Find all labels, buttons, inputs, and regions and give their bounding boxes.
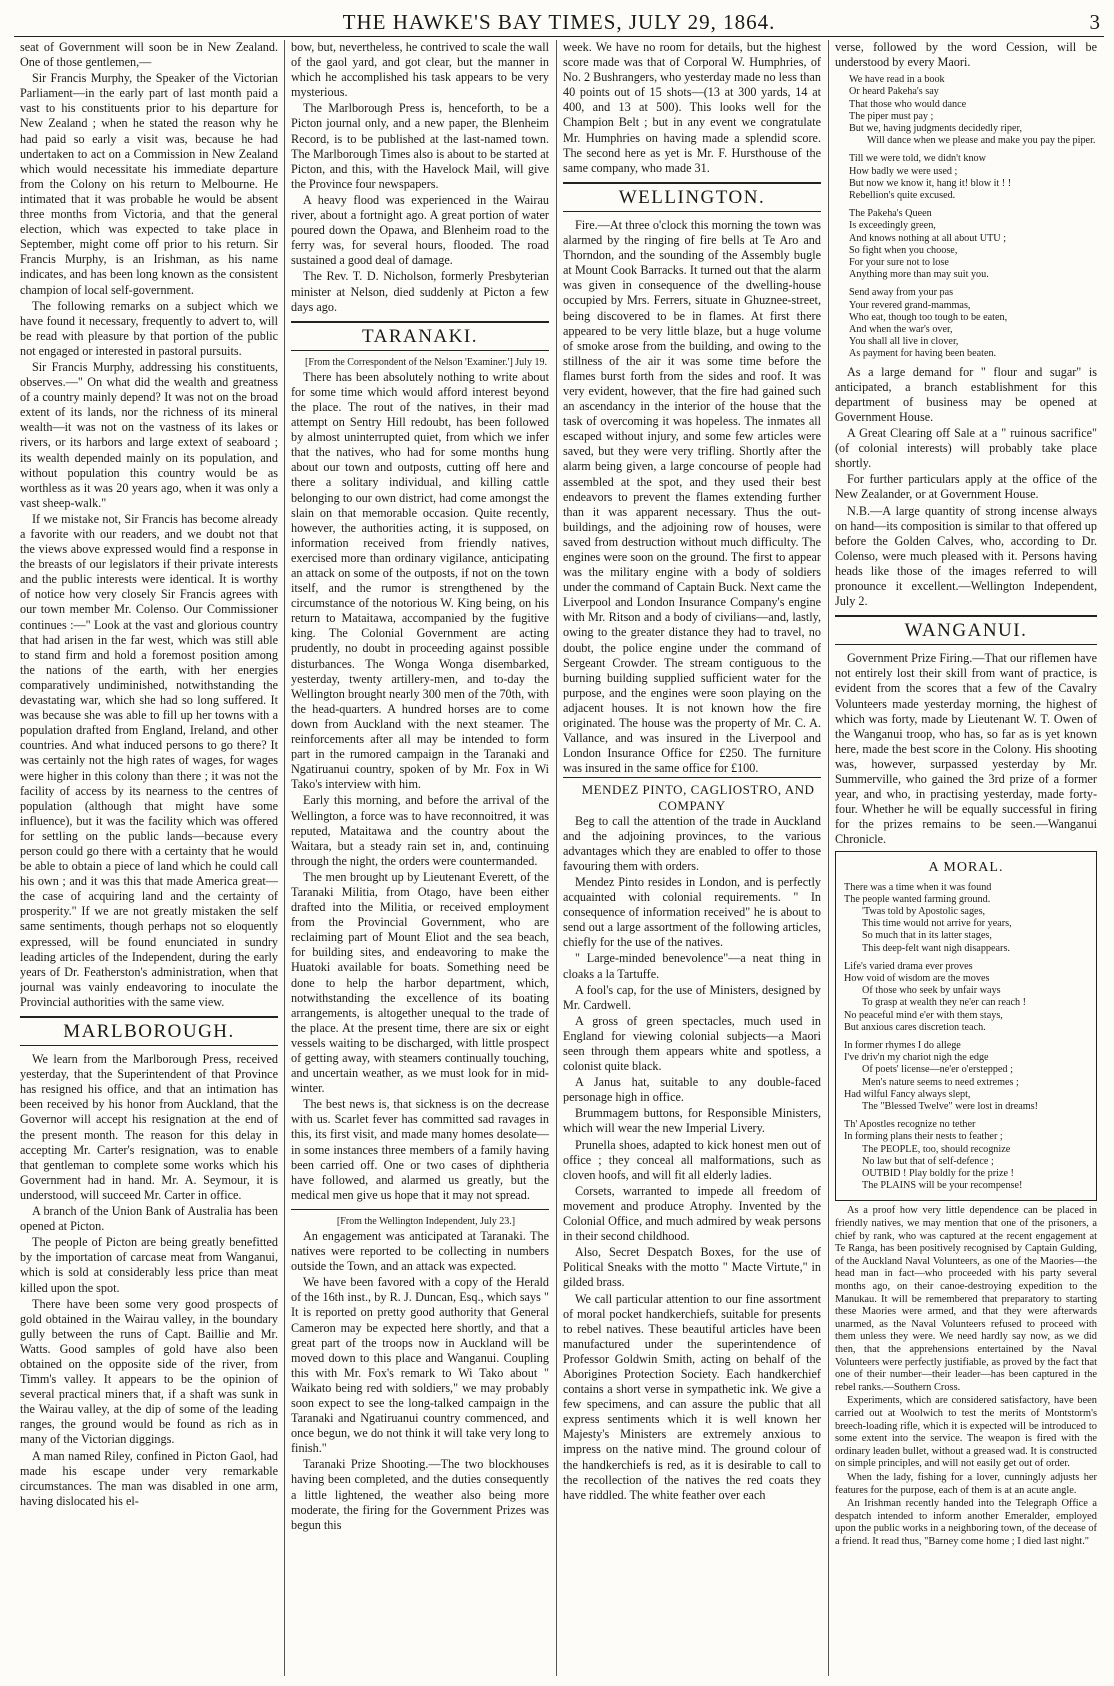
verse-line: Your revered grand-mammas, — [849, 299, 971, 311]
section-heading-marlborough: MARLBOROUGH. — [20, 1016, 278, 1046]
paragraph: For further particulars apply at the office of the New Zealander, or at Government House. — [835, 472, 1097, 502]
paragraph: N.B.—A large quantity of strong incense always on hand—its composition is similar to that offered up before the Golden Calves, who, according to Dr. Colenso, were much pleased with it. Persons having heads like those of the images referred to will pronounce it excellent.—Wellington Independent, July 2. — [835, 503, 1097, 609]
verse-line: That those who would dance — [849, 98, 967, 110]
paragraph: The men brought up by Lieutenant Everett, of the Taranaki Militia, from Otago, have been either drafted into the Militia, or received employment from the Provincial Government, who are reclaiming part of Mount Eliot and the sea beach, for building sites, and endeavoring to make the Huatoki available for boats. Something need be done to help the harbor department, which, notwithstanding the excellence of its boating arrangements, is altogether unequal to the trade of the place. At the present time, there are six or eight vessels waiting to be discharged, with little prospect of getting away, with steamers continually touching, and uncertain weather, as we must look for in mid-winter. — [291, 869, 549, 1096]
paragraph: Brummagem buttons, for Responsible Ministers, which will wear the new Imperial Livery. — [563, 1106, 821, 1136]
paragraph: A branch of the Union Bank of Australia has been opened at Picton. — [20, 1204, 278, 1234]
paragraph: Fire.—At three o'clock this morning the town was alarmed by the ringing of fire bells at Te Aro and Thorndon, and the sounding of the Assembly bugle at Mount Cook Barracks. It turned out that the alarm was given in consequence of the dwelling-house occupied by Mrs. Ferrers, situate in Ghuznee-street, being discovered to be in flames. At first there appeared to be very little blaze, but a huge volume of smoke arose from the building, and owing to the stillness of the air it was some time before the flames burst forth from the sides and roof. It was very evident, however, that the fire had gained such an ascendancy in the interior of the house that the task of overcoming it was hopeless. The inmates all escaped without injury, and some few articles were saved, but they were very trifling. Shortly after the alarm being given, a large concourse of people had assembled at the spot, and they used their best endeavors to prevent the flames extending further than it was apparent necessary. Thus the out-buildings, and the adjoining row of houses, were saved from destruction without much difficulty. The engines were soon on the ground. The first to appear was the military engine with a body of soldiers under the command of Captain Buck. Next came the Liverpool and London Insurance Company's engine with Mr. Ritson and a body of civilians—and, lastly, owing to the greater distance they had to travel, no doubt, the police engine under the command of Sergeant Crowder. The stream contiguous to the burning building supplied sufficient water for the purpose, and the engines were soon playing on the adjacent houses. It is not known how the fire originated. The house was the property of Mr. C. A. Vallance, and was insured in the Liverpool and London Insurance Office for £250. The furniture was insured in the same office for £100. — [563, 217, 821, 776]
moral-verse — [844, 882, 1090, 1193]
verse-line: Will dance when we please and make you pay the piper. — [867, 135, 1096, 147]
verse-line: There was a time when it was found — [844, 881, 992, 893]
verse-line: But now we know it, hang it! blow it ! ! — [849, 177, 1012, 189]
paragraph: Taranaki Prize Shooting.—The two blockhouses having been completed, and the duties consequently a little lightened, the weather also being more moderate, the firing for the Government Prizes was begun this — [291, 1457, 549, 1532]
verse-line: Send away from your pas — [849, 287, 954, 299]
paragraph: A Janus hat, suitable to any double-faced personage high in office. — [563, 1075, 821, 1105]
paragraph: The people of Picton are being greatly benefitted by the importation of carcase meat from Wanganui, which is sold at considerably less price than meat killed upon the spot. — [20, 1235, 278, 1295]
verse-line: The "Blessed Twelve" were lost in dreams! — [862, 1101, 1039, 1113]
verse-line: I've driv'n my chariot nigh the edge — [844, 1052, 989, 1064]
verse-line: Had wilful Fancy always slept, — [844, 1088, 971, 1100]
verse-line: So much that in its latter stages, — [862, 930, 992, 942]
verse-line: No peaceful mind e'er with them stays, — [844, 1009, 1003, 1021]
verse-line: As payment for having been beaten. — [849, 348, 997, 360]
verse-line: Till we were told, we didn't know — [849, 153, 986, 165]
verse-line: Who eat, though too tough to be eaten, — [849, 311, 1008, 323]
verse-line: But we, having judgments decidedly riper, — [849, 123, 1023, 134]
paragraph: The following remarks on a subject which we have found it necessary, frequently to advert to, will be read with pleasure by that portion of the public not engaged or interested in pastoral pursuits. — [20, 298, 278, 358]
masthead — [14, 4, 1104, 37]
section-heading-wanganui: WANGANUI. — [835, 615, 1097, 645]
paragraph: Early this morning, and before the arrival of the Wellington, a force was to have reconnoitred, it was reputed, Mataitawa and the country about the Waitara, but a steady rain set in, and, continuing through the night, the orders were countermanded. — [291, 793, 549, 868]
paragraph: An Irishman recently handed into the Telegraph Office a despatch intended to inform another Emeralder, employed upon the public works in a neighboring town, of the decease of a friend. It read thus, "Barney come home ; I died last night." — [835, 1498, 1097, 1547]
paragraph: An engagement was anticipated at Taranaki. The natives were reported to be collecting in numbers outside the Town, and an attack was expected. — [291, 1228, 549, 1274]
paragraph: Government Prize Firing.—That our riflemen have not entirely lost their skill from want of practice, is evident from the scores that a few of the Cavalry Volunteers made yesterday morning, the highest of which was forty, made by Lieutenant W. T. Owen of the Wanganui troop, who has, so far as is yet known here, made the best score in the Colony. His shooting was, however, surpassed yesterday by Mr. Summerville, who gained the 3rd prize of a former year, and who, in practising yesterday, made forty-four. Whether he will be equally successful in firing for the prizes remains to be seen.—Wanganui Chronicle. — [835, 651, 1097, 847]
verse-line: We have read in a book — [849, 74, 945, 86]
verse-line: In former rhymes I do allege — [844, 1040, 961, 1051]
paragraph: The Rev. T. D. Nicholson, formerly Presbyterian minister at Nelson, died suddenly at Picton a few days ago. — [291, 269, 549, 314]
paragraph: seat of Government will soon be in New Zealand. One of those gentlemen,— — [20, 40, 278, 70]
verse-line: Life's varied drama ever proves — [844, 960, 973, 972]
paragraph: When the lady, fishing for a lover, cunningly adjusts her features for the purpose, each of them is at an acute angle. — [835, 1471, 1097, 1496]
paragraph: " Large-minded benevolence"—a neat thing in cloaks a la Tartuffe. — [563, 951, 821, 981]
section-heading-taranaki: TARANAKI. — [291, 321, 549, 351]
page-number: 3 — [1089, 10, 1100, 34]
verse-line: The Pakeha's Queen — [849, 208, 932, 220]
verse-line: The people wanted farming ground. — [844, 893, 991, 905]
verse-line: Is exceedingly green, — [849, 220, 936, 232]
paragraph: bow, but, nevertheless, he contrived to scale the wall of the gaol yard, and got clear, but the manner in which he accomplished his task appears to be very mysterious. — [291, 40, 549, 100]
article-heading-mendez-pinto: MENDEZ PINTO, CAGLIOSTRO, AND COMPANY — [563, 777, 821, 812]
paragraph: verse, followed by the word Cession, will be understood by every Maori. — [835, 40, 1097, 70]
moral-title: A MORAL. — [928, 860, 1004, 876]
verse-line: And when the war's over, — [849, 324, 953, 336]
verse-line: The PLAINS will be your recompense! — [862, 1180, 1023, 1192]
paragraph: As a proof how very little dependence can be placed in friendly natives, we may mention that one of the prisoners, a chief by rank, who was captured at the recent engagement at Te Ranga, has been positively recognised by Captain Gulding, of the Auckland Naval Volunteers, as one of the Maories—the head man in fact—who proceeded with his party several months ago, on their canoe-destroying expedition to the Manukau. It will be remembered that preparatory to starting these Maories were armed, and that they were afterwards unarmed, as the Naval Volunteers refused to proceed with them unless they were. We need hardly say now, as we did then, that the apprehensions entertained by the Naval Volunteers were perfectly justifiable, as proved by the fact that one of their number—their leader—has been captured in the rebel ranks.—Southern Cross. — [835, 1205, 1097, 1393]
column-rule — [284, 40, 285, 1676]
paragraph: The Marlborough Press is, henceforth, to be a Picton journal only, and a new paper, the Blenheim Record, is to be published at the last-named town. The Marlborough Times also is about to be started at Picton, and this, with the Havelock Mail, will give the Province four newspapers. — [291, 101, 549, 191]
paragraph: Prunella shoes, adapted to kick honest men out of office ; they conceal all malformations, such as cloven hoofs, and will fit all elderly ladies. — [563, 1137, 821, 1182]
paragraph: A gross of green spectacles, much used in England for viewing colonial subjects—a Maori seen through them appears white and spotless, a colonist quite black. — [563, 1013, 821, 1074]
paragraph: Sir Francis Murphy, addressing his constituents, observes.—" On what did the wealth and greatness of a country mainly depend? It was not on the broad extent of its lands, nor the richness of its mineral wealth—it was not on the vastness of its lakes or rivers, or its harbors and large extext of seaboard ; its wealth depended mainly on its population, and without population this country would be as worthless as it was 20 years ago, when it was only a vast sheep-walk." — [20, 359, 278, 510]
verse-line: This time would not arrive for years, — [862, 918, 1012, 930]
paragraph: We learn from the Marlborough Press, received yesterday, that the Superintendent of that Province has resigned his office, and that an intimation has been received by his honor from Auckland, that the Governor will accept his resignation at the end of the present month. The reason for this delay in accepting Mr. Carter's resignation, was to enable that gentleman to complete some works which his Government had in hand. Mr. A. Seymour, it is understood, will succeed Mr. Carter in office. — [20, 1052, 278, 1202]
paragraph: Sir Francis Murphy, the Speaker of the Victorian Parliament—in the early part of last month paid a vast to his constituents prior to his departure for New Zealand ; when he stated the reason why he had paid so early a visit was, because he had undertaken to act on a Commission in New Zealand which would necessitate his immediate departure from the Colony on his return to Melbourne. He intimated that it was probable he would be absent three months from Victoria, and that the general election, which was expected to take place in September, might come off prior to his return. Sir Francis Murphy, is an Irishman, as his name indicates, and has been long known as the consistent champion of local self-government. — [20, 71, 278, 297]
verse-line: No law but that of self-defence ; — [862, 1155, 994, 1167]
divider — [291, 1209, 549, 1210]
paragraph: Corsets, warranted to impede all freedom of movement and produce Atrophy. Invented by the Colonial Office, and much admired by weak persons in their second childhood. — [563, 1183, 821, 1244]
verse-line: You shall all live in clover, — [849, 336, 959, 348]
paragraph: week. We have no room for details, but the highest score made was that of Corporal W. Humphries, of No. 2 Bushrangers, who yesterday made no less than 40 points out of 15 shots—(13 at 300 yards, 14 at 400, and 13 at 500). This looks well for the Champion Belt ; but in any event we congratulate Mr. Humphries on having made a splendid score. The second here as yet is Mr. F. Hursthouse of the same company, who made 31. — [563, 40, 821, 175]
verse-line: For your sure not to lose — [849, 257, 949, 269]
paragraph: We have been favored with a copy of the Herald of the 16th inst., by R. J. Duncan, Esq., which says " It is reported on pretty good authority that General Cameron may be expected here shortly, and that a great part of the troops now in Auckland will be moved down to this place and Wanganui. Coupling this with Mr. Fox's remark to Wi Tako about " Waikato being red with soldiers," we may probably soon expect to see the long-talked campaign in the Taranaki and Ngatiruanui country commenced, and once begun, we do not think it will take very long to finish." — [291, 1275, 549, 1456]
verse-line: 'Twas told by Apostolic sages, — [862, 905, 986, 917]
verse-line: Men's nature seems to need extremes ; — [862, 1076, 1019, 1088]
moral-box — [835, 851, 1097, 1201]
verse-line: Th' Apostles recognize no tether — [844, 1119, 976, 1131]
source-credit: [From the Correspondent of the Nelson 'Examiner.'] July 19. — [305, 356, 547, 368]
column-1 — [20, 40, 278, 1676]
verse-line: Or heard Pakeha's say — [849, 86, 939, 98]
paragraph: Also, Secret Despatch Boxes, for the use of Political Sneaks with the motto " Macte Virtute," in gilded brass. — [563, 1245, 821, 1290]
verse-line: But anxious cares discretion teach. — [844, 1021, 986, 1033]
paragraph: We call particular attention to our fine assortment of moral pocket handkerchiefs, suitable for presents to rebel natives. These beautiful articles have been manufactured under the superintendence of Professor Goldwin Smith, acting on behalf of the Aborigines Protection Society. Each handkerchief contains a short verse in sympathetic ink. We give a few specimens, and can assure the public that all express sentiments which it is well known her Majesty's Ministers are extremely anxious to impress on the native mind. The ground colour of the handkerchiefs is red, as it is desirable to call to the recollection of the natives the red coats they have riddled. The white feather over each — [563, 1291, 821, 1502]
paragraph: Beg to call the attention of the trade in Auckland and the adjoining provinces, to the various advantages which they are enabled to offer to those favouring them with orders. — [563, 813, 821, 873]
paragraph: If we mistake not, Sir Francis has become already a favorite with our readers, and we doubt not that the views above expressed would find a response in the breasts of our legislators if their private interests and the public interests were identical. It is worthy of notice how very closely Sir Francis agrees with our town member Mr. Colenso. Our Commissioner continues :—" Look at the vast and glorious country that had arisen in the far west, which was still able to stand firm and hold a foremost position among the nations of the earth, with her energies comparatively undiminished, notwithstanding the devastating war, which she had so long suffered. It was because she was able to fill up her towns with a population drafted from England, Ireland, and other countries. And what induced persons to go there? It was certainly not the high rates of wages, for wages were higher in this colony than there ; it was not the facility of access by its nearness to the centres of population (although that might have some influence), but it was the facility which was offered for settling on the public lands—because every person could go there with a certainty that he would be able to obtain a piece of land which he could call his own ; and it was this that made America great—the case of acquiring land and the certainty of prosperity." If we are not greatly mistaken the self same sentiments, though perhaps not so eloquently expressed, will be found enunciated in sundry leading articles of the Independent, during the early years of Dr. Featherston's administration, when that journal was vainly endeavoring to inoculate the Provincial authorities with the same view. — [20, 511, 278, 1009]
verse-line: Of those who seek by unfair ways — [862, 985, 1001, 997]
verse-line: Anything more than may suit you. — [849, 269, 989, 281]
verse-line: In forming plans their nests to feather ; — [844, 1131, 1003, 1143]
paragraph: As a large demand for " flour and sugar" is anticipated, a branch establishment for this department of business may be opened at Government House. — [835, 364, 1097, 424]
paragraph: A heavy flood was experienced in the Wairau river, about a fortnight ago. A great portion of water poured down the Opawa, and Blenheim road to the ferry was, for several hours, flooded. The road sustained a good deal of damage. — [291, 192, 549, 268]
paragraph: There has been absolutely nothing to write about for some time which would afford interest beyond the place. The rout of the natives, in their mad attempt on Sentry Hill redoubt, has been followed by almost uninterrupted quiet, from which we infer that the natives, who had for some months hung about our town and outposts, cutting off here and there a solitary individual, and killing cattle belonging to our own district, had come amongst the slain on that memorable occasion. Quite recently, however, the authorities acting, it is supposed, on information received from friendly natives, exercised more than ordinary vigilance, anticipating an attack on some of the outposts, if not on the town itself, and the rumor is strengthened by the circumstance of the notorious W. King being, on his return to Mataitawa, accompanied by the fugitive king. The Colonial Government are acting prudently, no doubt in proceeding against possible disturbances. The Wonga Wonga disembarked, yesterday, twenty artillery-men, and to-day the Wellington brought nearly 300 men of the 70th, with the head-quarters. A hundred horses are to come down from Auckland with the next steamer. The reinforcements after all may be intended to form part in the rumored campaign in the Taranaki and Ngatiruanui country, spoken of by Mr. Fox in Wi Tako's interview with him. — [291, 369, 549, 792]
verse-line: OUTBID ! Play boldly for the prize ! — [862, 1168, 1014, 1180]
section-heading-wellington: WELLINGTON. — [563, 182, 821, 212]
paragraph: Experiments, which are considered satisfactory, have been carried out at Woolwich to test the merits of Montstorm's breech-loading rifle, which it is expected will be introduced to some extent into the service. The weapon is fired with the ordinary leaden bullet, without a greased wad. It is constructed on simple principles, and will not easily get out of order. — [835, 1395, 1097, 1470]
column-rule — [828, 40, 829, 1676]
verse-line: How void of wisdom are the moves — [844, 972, 990, 984]
verse-line: And knows nothing at all about UTU ; — [849, 232, 1007, 244]
paragraph: A Great Clearing off Sale at a " ruinous sacrifice" (of colonial interests) will probably take place shortly. — [835, 426, 1097, 471]
verse-line: How badly we were used ; — [849, 165, 958, 177]
paragraph: The best news is, that sickness is on the decrease with us. Scarlet fever has committed sad ravages in this, its first visit, and made many homes desolate—in some instances three members of a family having been carried off. One or two cases of diphtheria have followed, and alarmed us greatly, but the medical men give us hope that it may not spread. — [291, 1097, 549, 1202]
verse-line: This deep-felt want nigh disappears. — [862, 942, 1010, 954]
verse-line: To grasp at wealth they ne'er can reach ! — [862, 997, 1027, 1009]
verse — [849, 74, 1097, 360]
paragraph: A fool's cap, for the use of Ministers, designed by Mr. Cardwell. — [563, 982, 821, 1012]
verse-line: Rebellion's quite excused. — [849, 190, 956, 202]
column-2 — [291, 40, 549, 1676]
column-4 — [835, 40, 1097, 1676]
paragraph: Mendez Pinto resides in London, and is perfectly acquainted with colonial requirements. " In consequence of information received" he is about to send out a large assortment of the following articles, chiefly for the use of the natives. — [563, 874, 821, 950]
masthead-title: THE HAWKE'S BAY TIMES, JULY 29, 1864. — [342, 10, 776, 34]
source-credit: [From the Wellington Independent, July 23.] — [336, 1215, 516, 1227]
verse-line: Of poets' license—ne'er o'erstepped ; — [862, 1064, 1013, 1076]
column-rule — [556, 40, 557, 1676]
verse-line: The PEOPLE, too, should recognize — [862, 1143, 1011, 1155]
paragraph: There have been some very good prospects of gold obtained in the Wairau valley, in the boundary gully between the runs of Capt. Baillie and Mr. Watts. Good samples of gold have also been obtained on the opposite side of the river, from Timm's valley. It appears to be the opinion of several practical miners that, if a shaft was sunk in the Wairau valley, at the dip of some of the leading ranges, the ground would be found as rich as in many of the Victorian diggings. — [20, 1296, 278, 1447]
paragraph: A man named Riley, confined in Picton Gaol, had made his escape under very remarkable circumstances. The man was disabled in one arm, having dislocated his el- — [20, 1448, 278, 1508]
column-3 — [563, 40, 821, 1676]
verse-line: So fight when you choose, — [849, 244, 958, 256]
verse-line: The piper must pay ; — [849, 110, 934, 122]
